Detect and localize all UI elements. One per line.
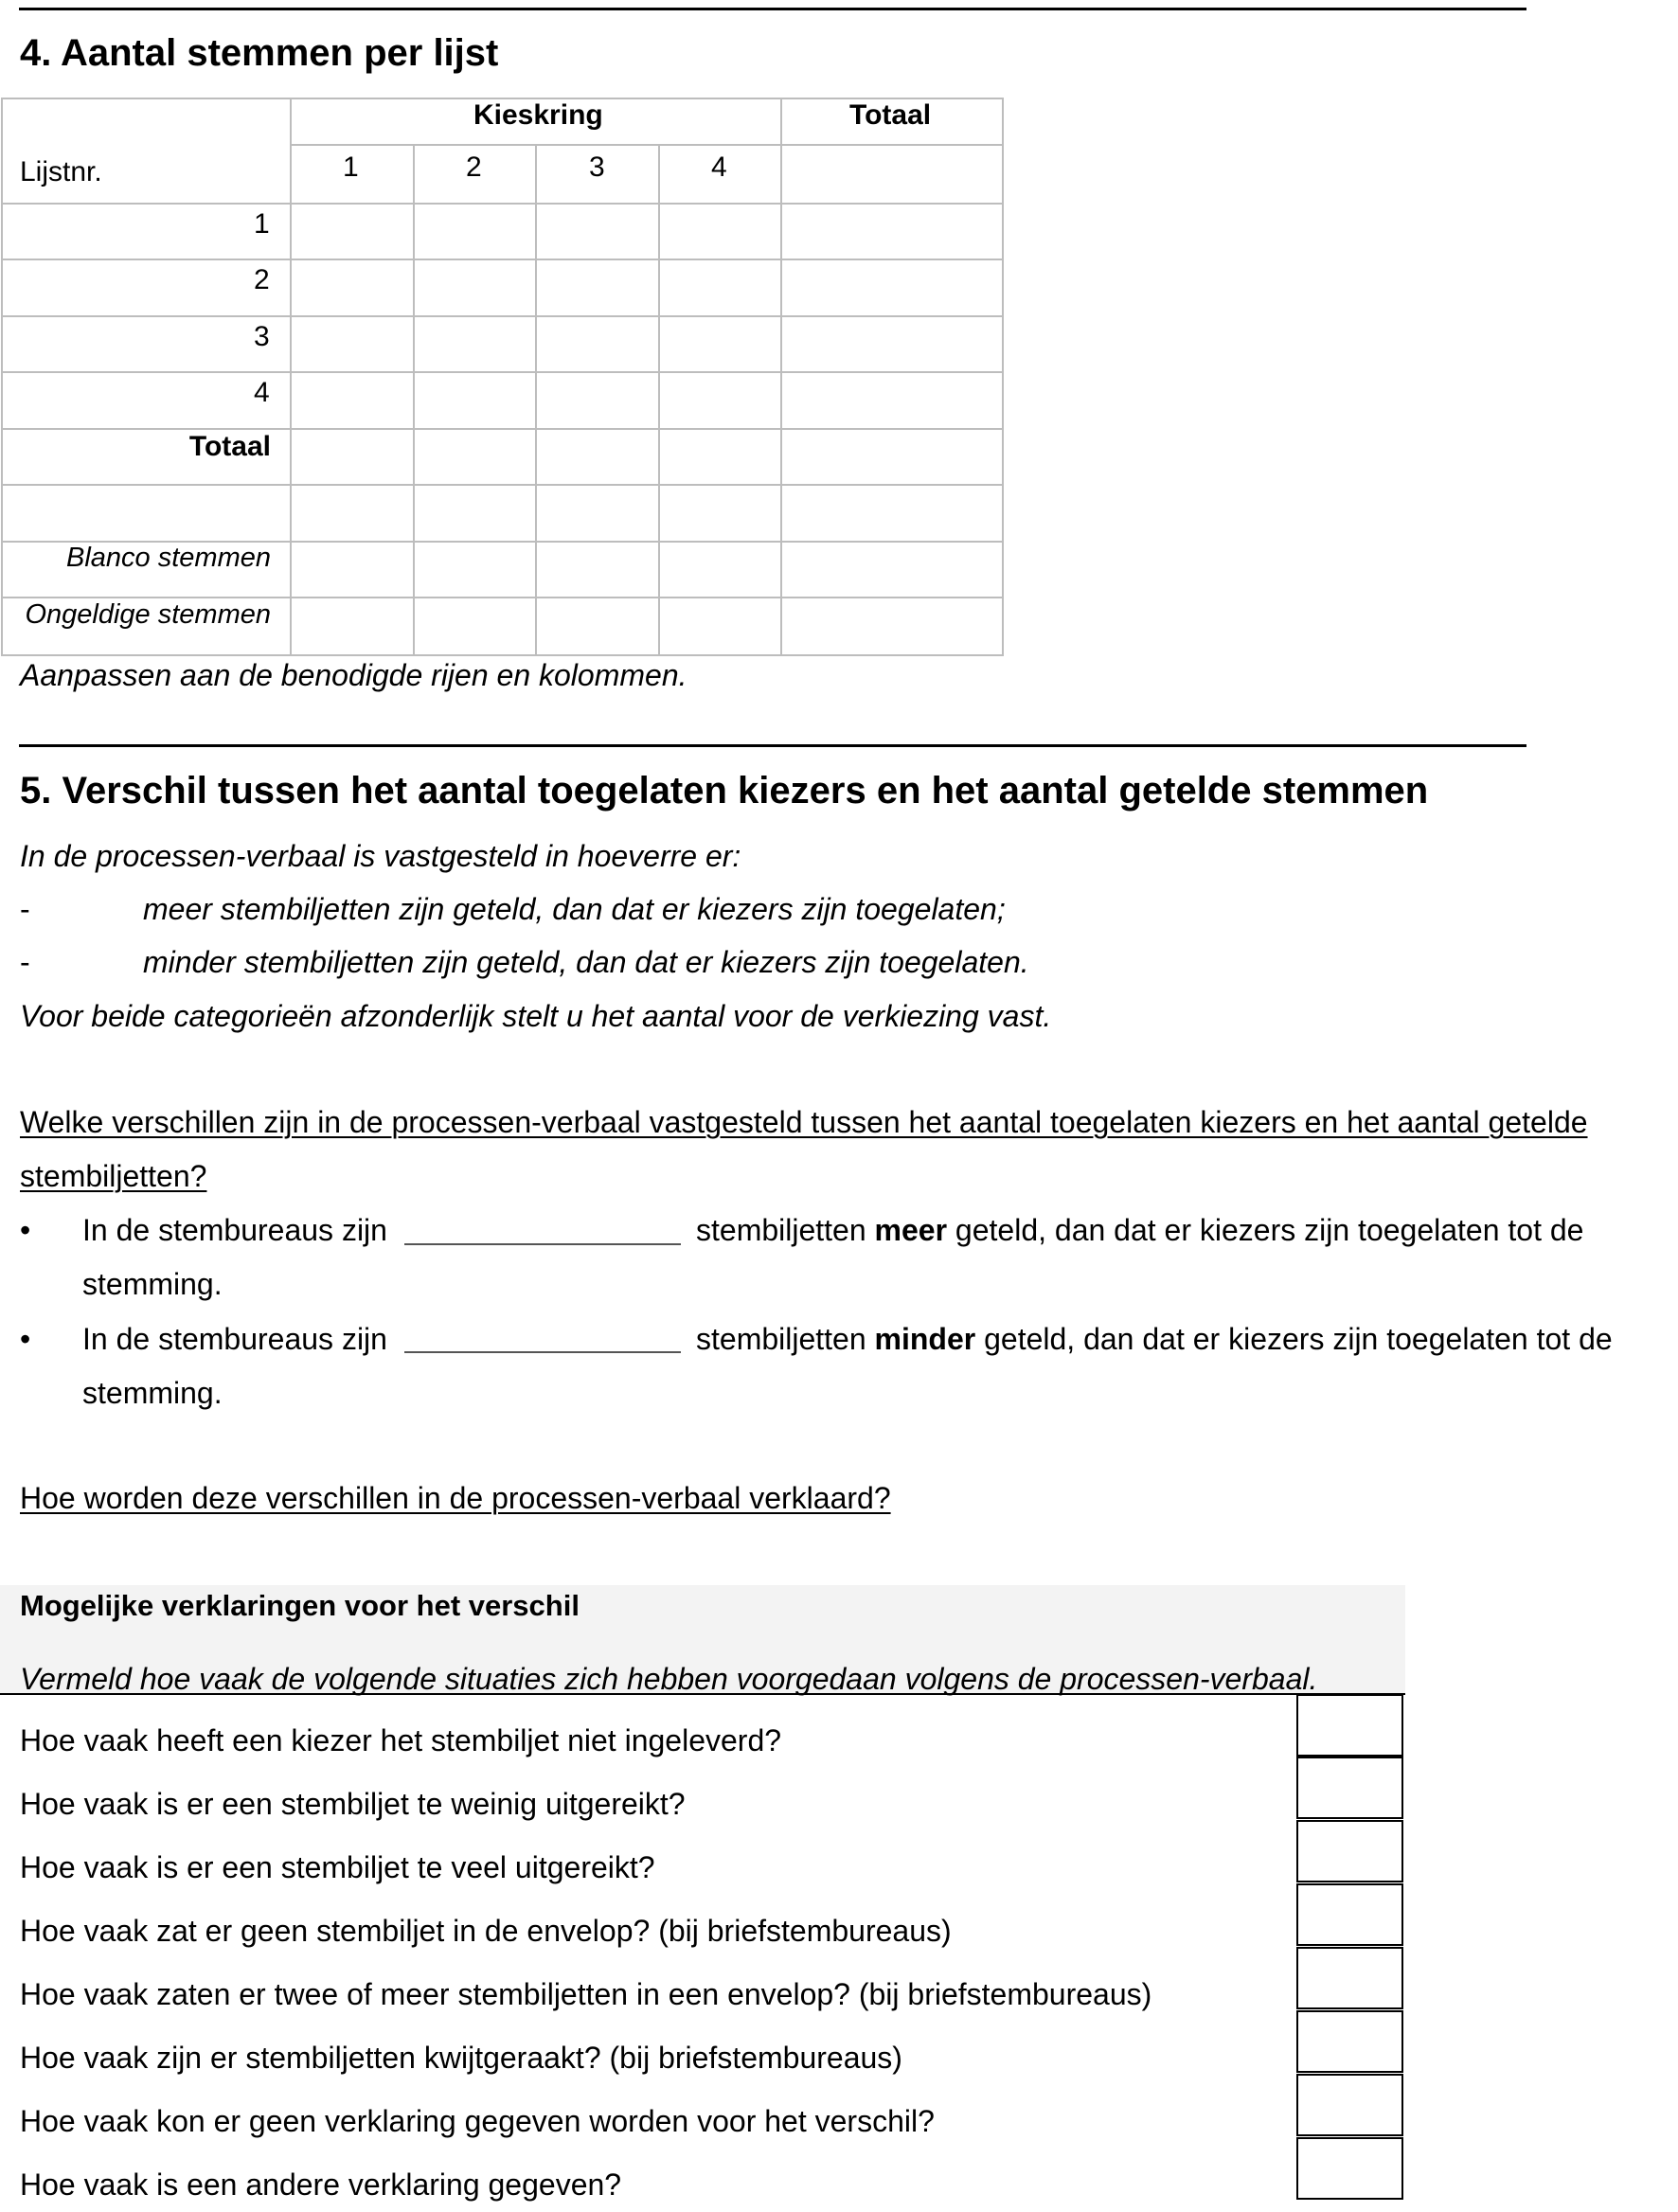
top-rule — [19, 8, 1526, 10]
explanation-question-7: Hoe vaak kon er geen verklaring gegeven worden voor het verschil? — [20, 2104, 935, 2138]
kieskring-header: Kieskring — [473, 99, 603, 131]
question-differences-line-1: Welke verschillen zijn in de processen-verbaal vastgesteld tussen het aantal toegelaten kiezers en het aantal getelde — [20, 1105, 1588, 1139]
explanation-question-1: Hoe vaak heeft een kiezer het stembiljet niet ingeleverd? — [20, 1723, 782, 1757]
bullet-marker: • — [20, 1322, 31, 1356]
meer-count-blank[interactable] — [404, 1243, 681, 1245]
explanation-question-6: Hoe vaak zijn er stembiljetten kwijtgeraakt? (bij briefstembureaus) — [20, 2041, 902, 2075]
list-row-3: 3 — [254, 321, 270, 352]
bullet-sentence: stembiljetten meer geteld, dan dat er kiezers zijn toegelaten tot de — [696, 1213, 1584, 1247]
explanation-count-box-3[interactable] — [1296, 1820, 1403, 1882]
kieskring-col-2: 2 — [466, 152, 482, 183]
section-5-rule — [19, 744, 1526, 747]
list-row-1: 1 — [254, 208, 270, 240]
bullet-marker: • — [20, 1213, 31, 1247]
explanation-question-2: Hoe vaak is er een stembiljet te weinig uitgereikt? — [20, 1787, 686, 1821]
explanation-count-box-6[interactable] — [1296, 2010, 1403, 2073]
totaal-column-header: Totaal — [849, 99, 932, 131]
bullet-sentence: stembiljetten minder geteld, dan dat er kiezers zijn toegelaten tot de — [696, 1322, 1613, 1356]
kieskring-col-1: 1 — [343, 152, 359, 183]
explanation-question-3: Hoe vaak is er een stembiljet te veel uitgereikt? — [20, 1850, 655, 1884]
categories-note: Voor beide categorieën afzonderlijk stelt u het aantal voor de verkiezing vast. — [20, 999, 1052, 1033]
dash-item-text: meer stembiljetten zijn geteld, dan dat er kiezers zijn toegelaten; — [143, 892, 1006, 926]
dash-marker: - — [20, 892, 30, 926]
bullet-continuation: stemming. — [82, 1376, 223, 1410]
section-5-title: 5. Verschil tussen het aantal toegelaten kiezers en het aantal getelde stemmen — [20, 770, 1429, 812]
section-4-title: 4. Aantal stemmen per lijst — [20, 32, 499, 74]
bullet-prefix: In de stembureaus zijn — [82, 1322, 387, 1356]
explanation-count-box-4[interactable] — [1296, 1883, 1403, 1946]
question-differences-line-2: stembiljetten? — [20, 1159, 207, 1193]
bullet-continuation: stemming. — [82, 1267, 223, 1301]
explanation-question-5: Hoe vaak zaten er twee of meer stembiljetten in een envelop? (bij briefstembureaus) — [20, 1977, 1152, 2011]
kieskring-col-3: 3 — [589, 152, 605, 183]
ongeldige-stemmen-label: Ongeldige stemmen — [25, 599, 271, 630]
table-adjust-note: Aanpassen aan de benodigde rijen en kolommen. — [20, 658, 687, 692]
section-5-intro: In de processen-verbaal is vastgesteld in hoeverre er: — [20, 839, 741, 873]
explanation-question-8: Hoe vaak is een andere verklaring gegeven? — [20, 2167, 622, 2202]
blanco-stemmen-label: Blanco stemmen — [66, 543, 271, 573]
bullet-prefix: In de stembureaus zijn — [82, 1213, 387, 1247]
explanation-count-box-1[interactable] — [1296, 1694, 1403, 1757]
explanations-header: Mogelijke verklaringen voor het verschil — [20, 1589, 580, 1622]
totaal-row-label: Totaal — [188, 431, 271, 462]
explanation-question-4: Hoe vaak zat er geen stembiljet in de envelop? (bij briefstembureaus) — [20, 1914, 952, 1948]
dash-marker: - — [20, 945, 30, 979]
explanations-subheader: Vermeld hoe vaak de volgende situaties zich hebben voorgedaan volgens de processen-verbaal. — [20, 1662, 1318, 1696]
explanation-count-box-5[interactable] — [1296, 1947, 1403, 2009]
minder-count-blank[interactable] — [404, 1351, 681, 1353]
question-explanations: Hoe worden deze verschillen in de processen-verbaal verklaard? — [20, 1481, 891, 1515]
kieskring-col-4: 4 — [711, 152, 727, 183]
dash-item-text: minder stembiljetten zijn geteld, dan dat er kiezers zijn toegelaten. — [143, 945, 1029, 979]
list-row-4: 4 — [254, 377, 270, 408]
explanations-header-rule — [0, 1693, 1405, 1695]
explanation-count-box-7[interactable] — [1296, 2074, 1403, 2136]
explanation-count-box-8[interactable] — [1296, 2137, 1403, 2200]
explanation-count-box-2[interactable] — [1296, 1757, 1403, 1819]
lijstnr-header: Lijstnr. — [20, 156, 102, 187]
list-row-2: 2 — [254, 264, 270, 295]
